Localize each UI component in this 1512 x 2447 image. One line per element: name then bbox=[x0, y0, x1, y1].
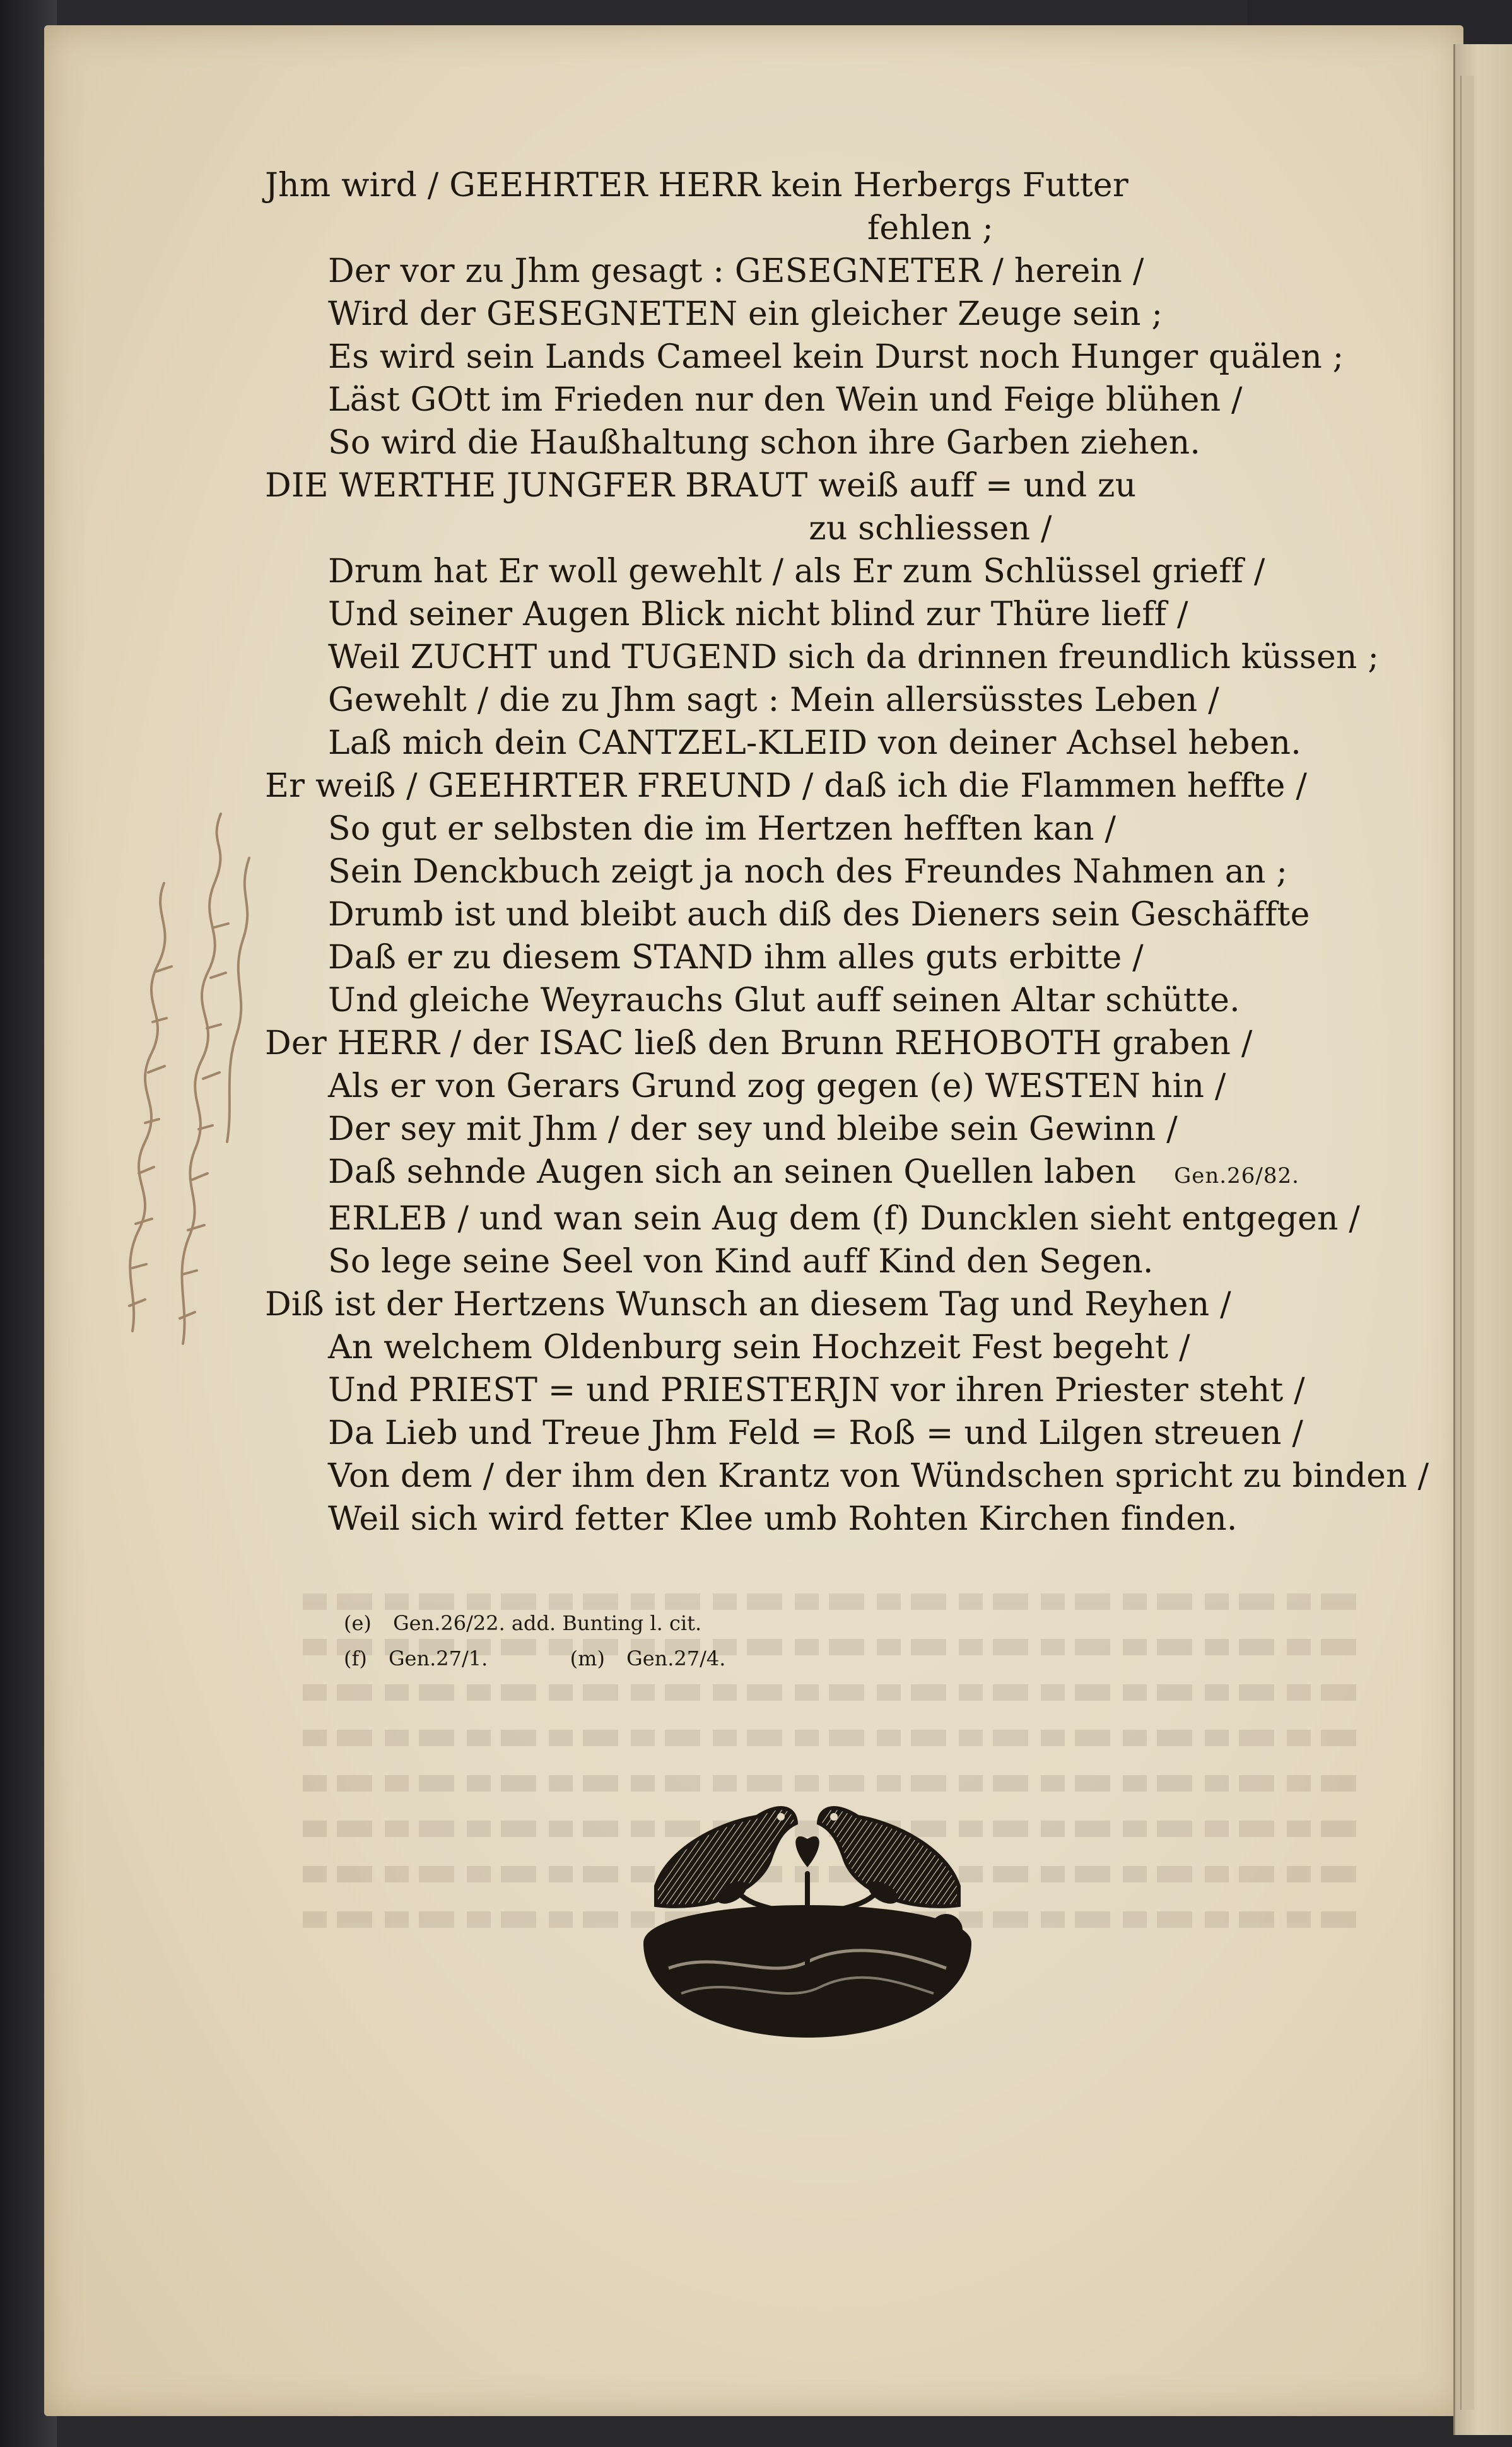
poem-line bbox=[265, 1151, 1388, 1197]
poem-line: Daß er zu diesem STAND ihm alles guts erbitte / bbox=[328, 939, 1144, 977]
poem-line: Und seiner Augen Blick nicht blind zur Thüre lieff / bbox=[328, 596, 1188, 633]
scripture-reference: Gen.26/82. bbox=[1174, 1163, 1299, 1188]
poem-line: Als er von Gerars Grund zog gegen (e) WESTEN hin / bbox=[328, 1067, 1226, 1105]
poem-line: Es wird sein Lands Cameel kein Durst noch Hunger quälen ; bbox=[328, 338, 1344, 376]
poem-line: Wird der GESEGNETEN ein gleicher Zeuge sein ; bbox=[328, 295, 1163, 333]
poem-line: So gut er selbsten die im Hertzen hefften kan / bbox=[328, 810, 1116, 848]
poem-line: Da Lieb und Treue Jhm Feld = Roß = und Lilgen streuen / bbox=[328, 1414, 1304, 1452]
footnote-row bbox=[344, 1605, 725, 1641]
poem-line: Drumb ist und bleibt auch diß des Dieners sein Geschäffte bbox=[328, 896, 1310, 934]
adjacent-page-edge-fold bbox=[1460, 76, 1474, 2410]
footnote-text: Gen.26/22. add. Bunting l. cit. bbox=[393, 1611, 702, 1635]
footnote-row bbox=[344, 1641, 725, 1676]
poem-line: ERLEB / und wan sein Aug dem (f) Duncklen sieht entgegen / bbox=[328, 1200, 1361, 1238]
poem-line: Gewehlt / die zu Jhm sagt : Mein allersüsstes Leben / bbox=[328, 681, 1219, 719]
poem-line: So lege seine Seel von Kind auff Kind den Segen. bbox=[328, 1243, 1154, 1281]
poem-line: An welchem Oldenburg sein Hochzeit Fest begeht / bbox=[328, 1329, 1190, 1366]
poem-line: Jhm wird / GEEHRTER HERR kein Herbergs Futter bbox=[265, 167, 1128, 204]
footnote-text: Gen.27/4. bbox=[626, 1646, 726, 1670]
footnote-text: Gen.27/1. bbox=[388, 1646, 488, 1670]
poem-line: fehlen ; bbox=[867, 209, 994, 247]
footnote-mark: (e) bbox=[344, 1611, 372, 1635]
footnote-mark: (f) bbox=[344, 1646, 367, 1670]
poem-line: Laß mich dein CANTZEL-KLEID von deiner Achsel heben. bbox=[328, 724, 1301, 762]
woodcut-birds-vignette bbox=[631, 1779, 984, 2044]
poem-line: Und PRIEST = und PRIESTERJN vor ihren Priester steht / bbox=[328, 1371, 1305, 1409]
poem-line: Diß ist der Hertzens Wunsch an diesem Tag und Reyhen / bbox=[265, 1286, 1231, 1323]
poem-line: Der vor zu Jhm gesagt : GESEGNETER / herein / bbox=[328, 252, 1144, 290]
poem-line: Von dem / der ihm den Krantz von Wündschen spricht zu binden / bbox=[328, 1457, 1429, 1495]
handwritten-margin-note bbox=[95, 789, 259, 1356]
poem-line: zu schliessen / bbox=[809, 510, 1052, 548]
poem-line: Drum hat Er woll gewehlt / als Er zum Schlüssel grieff / bbox=[328, 553, 1265, 590]
footnote-mark: (m) bbox=[570, 1646, 605, 1670]
poem-line: Weil sich wird fetter Klee umb Rohten Kirchen finden. bbox=[328, 1500, 1238, 1538]
poem-line: So wird die Haußhaltung schon ihre Garben ziehen. bbox=[328, 424, 1201, 462]
poem-line: Der HERR / der ISAC ließ den Brunn REHOBOTH graben / bbox=[265, 1024, 1253, 1062]
poem-line: Weil ZUCHT und TUGEND sich da drinnen freundlich küssen ; bbox=[328, 638, 1380, 676]
poem-line: Sein Denckbuch zeigt ja noch des Freundes Nahmen an ; bbox=[328, 853, 1288, 891]
poem-line-text: Daß sehnde Augen sich an seinen Quellen laben bbox=[328, 1153, 1137, 1191]
footnotes bbox=[344, 1605, 725, 1676]
poem-line: Er weiß / GEEHRTER FREUND / daß ich die Flammen heffte / bbox=[265, 767, 1308, 805]
poem-line: Läst GOtt im Frieden nur den Wein und Feige blühen / bbox=[328, 381, 1243, 419]
poem-line: Der sey mit Jhm / der sey und bleibe sein Gewinn / bbox=[328, 1110, 1178, 1148]
poem-text-block bbox=[265, 164, 1429, 1540]
poem-line: DIE WERTHE JUNGFER BRAUT weiß auff = und zu bbox=[265, 467, 1137, 505]
poem-line: Und gleiche Weyrauchs Glut auff seinen Altar schütte. bbox=[328, 982, 1240, 1019]
